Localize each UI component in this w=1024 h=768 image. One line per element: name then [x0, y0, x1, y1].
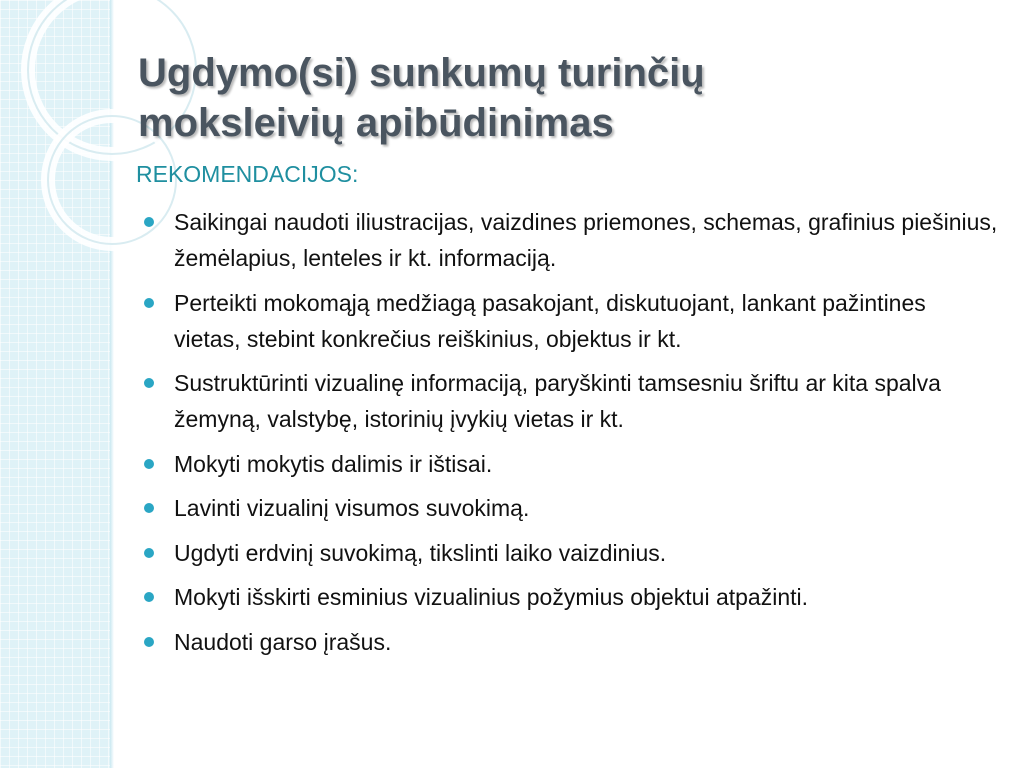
list-item-text: Ugdyti erdvinį suvokimą, tikslinti laiko vaizdinius.: [174, 539, 667, 566]
title-line-2: moksleivių apibūdinimas: [138, 101, 614, 145]
list-item-text: Naudoti garso įrašus.: [174, 628, 392, 655]
bullet-dot-icon: [144, 592, 154, 602]
bullet-dot-icon: [144, 548, 154, 558]
list-item: [138, 535, 998, 571]
bullet-dot-icon: [144, 459, 154, 469]
bullet-dot-icon: [144, 378, 154, 388]
list-item-text: Saikingai naudoti iliustracijas, vaizdines priemones, schemas, grafinius piešinius, žemėlapius, lenteles ir kt. informaciją.: [174, 209, 998, 271]
bullet-dot-icon: [144, 503, 154, 513]
list-item-text: Mokyti išskirti esminius vizualinius požymius objektui atpažinti.: [174, 584, 809, 610]
list-item: [138, 624, 998, 660]
list-item-text: Sustruktūrinti vizualinę informaciją, paryškinti tamsesniu šriftu ar kita spalva žemyną, valstybę, istorinių įvykių vietas ir kt.: [174, 370, 941, 432]
list-item: [138, 446, 998, 482]
list-item: [138, 285, 998, 357]
title-line-1: Ugdymo(si) sunkumų turinčių: [138, 51, 705, 95]
list-item-text: Perteikti mokomąją medžiagą pasakojant, diskutuojant, lankant pažintines vietas, stebint konkrečius reiškinius, objektus ir kt.: [174, 289, 926, 352]
list-item: [138, 365, 998, 437]
list-item-text: Lavinti vizualinį visumos suvokimą.: [174, 495, 530, 521]
list-item: [138, 490, 998, 526]
bullet-list: [138, 204, 998, 668]
section-heading: REKOMENDACIJOS:: [136, 161, 359, 187]
list-item-text: Mokyti mokytis dalimis ir ištisai.: [174, 450, 493, 477]
list-item: [138, 579, 998, 615]
bullet-dot-icon: [144, 637, 154, 647]
list-item: [138, 204, 998, 276]
slide-title: [138, 48, 998, 148]
bullet-dot-icon: [144, 298, 154, 308]
bullet-dot-icon: [144, 217, 154, 227]
